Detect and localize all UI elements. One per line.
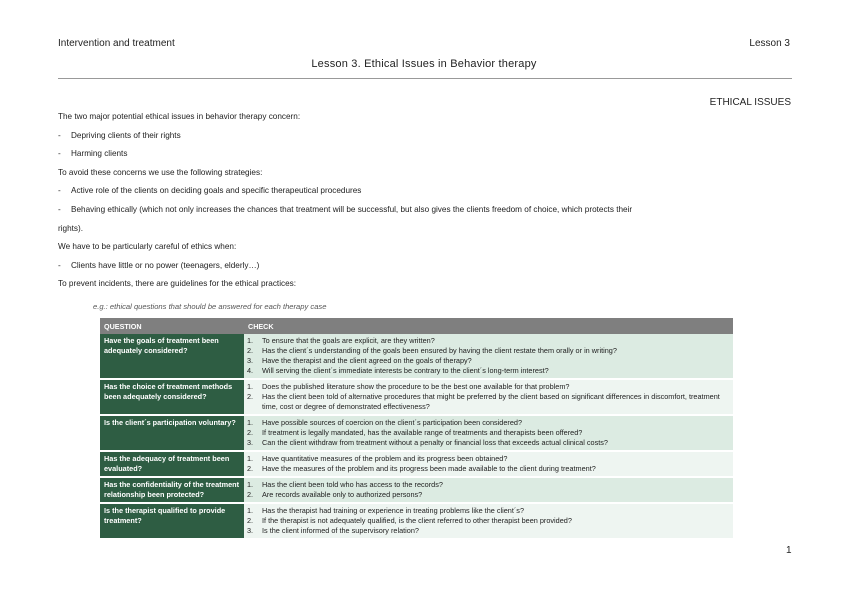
careful-item: - Clients have little or no power (teenagers, elderly…): [58, 257, 798, 276]
check-item: [247, 336, 730, 346]
table-row: [100, 503, 733, 539]
issue-item: - Harming clients: [58, 145, 798, 164]
check-text: Has the client been told who has access to the records?: [262, 480, 443, 489]
check-text: To ensure that the goals are explicit, are they written?: [262, 336, 435, 345]
check-text: Has the client´s understanding of the goals been ensured by having the client restate them orally or in writing?: [262, 346, 617, 355]
check-text: Have quantitative measures of the problem and its progress been obtained?: [262, 454, 508, 463]
check-text: Will serving the client´s immediate interests be contrary to the client´s long-term interest?: [262, 366, 549, 375]
check-cell: [244, 415, 733, 451]
table-header-row: [100, 318, 733, 334]
check-item: [247, 392, 730, 412]
check-cell: [244, 503, 733, 539]
check-number: 2.: [247, 464, 254, 473]
header-lesson: Lesson 3: [749, 38, 790, 49]
table-row: [100, 379, 733, 415]
careful-intro: We have to be particularly careful of ethics when:: [58, 242, 237, 252]
check-number: 2.: [247, 428, 254, 437]
table-caption: e.g.: ethical questions that should be answered for each therapy case: [93, 302, 327, 311]
check-text: Has the therapist had training or experience in treating problems like the client´s?: [262, 506, 525, 515]
check-number: 1.: [247, 382, 254, 391]
check-number: 1.: [247, 480, 254, 489]
body-text: [58, 108, 798, 294]
check-number: 2.: [247, 490, 254, 499]
check-item: [247, 428, 730, 438]
check-item: [247, 454, 730, 464]
check-number: 1.: [247, 418, 254, 427]
check-cell: [244, 477, 733, 503]
section-label: ETHICAL ISSUES: [709, 97, 791, 108]
check-number: 1.: [247, 506, 254, 515]
question-cell: Have the goals of treatment been adequately considered?: [100, 334, 244, 379]
check-item: [247, 438, 730, 448]
check-text: Has the client been told of alternative procedures that might be preferred by the client based on significant differences in discomfort, treatment time, cost or degree of demonstrated effectiveness?: [262, 392, 720, 411]
question-cell: Has the choice of treatment methods been adequately considered?: [100, 379, 244, 415]
check-text: If treatment is legally mandated, has the available range of treatments and therapists been offered?: [262, 428, 583, 437]
check-number: 3.: [247, 526, 254, 535]
check-item: [247, 366, 730, 376]
question-cell: Is the therapist qualified to provide treatment?: [100, 503, 244, 539]
header-course: Intervention and treatment: [58, 38, 175, 49]
check-text: Is the client informed of the supervisory relation?: [262, 526, 419, 535]
intro-line: The two major potential ethical issues in behavior therapy concern:: [58, 112, 301, 121]
check-item: [247, 418, 730, 428]
question-cell: Has the confidentiality of the treatment relationship been protected?: [100, 477, 244, 503]
check-number: 2.: [247, 346, 254, 355]
strategy-item: - Active role of the clients on deciding goals and specific therapeutical procedures: [58, 182, 798, 201]
check-cell: [244, 451, 733, 477]
check-cell: [244, 334, 733, 379]
issue-item: - Depriving clients of their rights: [58, 127, 798, 146]
check-text: Can the client withdraw from treatment without a penalty or financial loss that exceeds actual clinical costs?: [262, 438, 608, 447]
check-item: [247, 516, 730, 526]
table-row: [100, 451, 733, 477]
check-item: [247, 480, 730, 490]
table-row: [100, 415, 733, 451]
check-text: If the therapist is not adequately qualified, is the client referred to other therapist been provided?: [262, 516, 572, 525]
check-number: 4.: [247, 366, 254, 375]
check-number: 1.: [247, 454, 254, 463]
table-row: [100, 477, 733, 503]
question-header: QUESTION: [100, 318, 244, 334]
check-header: CHECK: [244, 318, 733, 334]
check-text: Have possible sources of coercion on the client´s participation been considered?: [262, 418, 523, 427]
strategy-continuation: rights).: [58, 223, 84, 233]
check-cell: [244, 379, 733, 415]
check-number: 1.: [247, 336, 254, 345]
check-item: [247, 356, 730, 366]
header-divider: [58, 78, 792, 79]
check-number: 3.: [247, 438, 254, 447]
check-number: 2.: [247, 392, 254, 401]
table-row: [100, 334, 733, 379]
page-title: Lesson 3. Ethical Issues in Behavior therapy: [311, 58, 537, 70]
page-number: 1: [786, 545, 792, 556]
guidelines-line: To prevent incidents, there are guidelines for the ethical practices:: [58, 279, 297, 289]
check-text: Are records available only to authorized persons?: [262, 490, 423, 499]
check-item: [247, 526, 730, 536]
check-text: Have the therapist and the client agreed on the goals of therapy?: [262, 356, 472, 365]
question-cell: Is the client´s participation voluntary?: [100, 415, 244, 451]
check-item: [247, 346, 730, 356]
strategy-item: - Behaving ethically (which not only increases the chances that treatment will be successful, but also gives the clients freedom of choice, which protects their: [58, 201, 798, 220]
check-item: [247, 490, 730, 500]
question-cell: Has the adequacy of treatment been evaluated?: [100, 451, 244, 477]
strategies-intro: To avoid these concerns we use the following strategies:: [58, 167, 263, 177]
check-number: 2.: [247, 516, 254, 525]
check-text: Have the measures of the problem and its progress been made available to the client during treatment?: [262, 464, 596, 473]
ethics-table: [100, 318, 733, 540]
check-item: [247, 506, 730, 516]
check-item: [247, 464, 730, 474]
check-number: 3.: [247, 356, 254, 365]
check-item: [247, 382, 730, 392]
check-text: Does the published literature show the procedure to be the best one available for that problem?: [262, 382, 570, 391]
